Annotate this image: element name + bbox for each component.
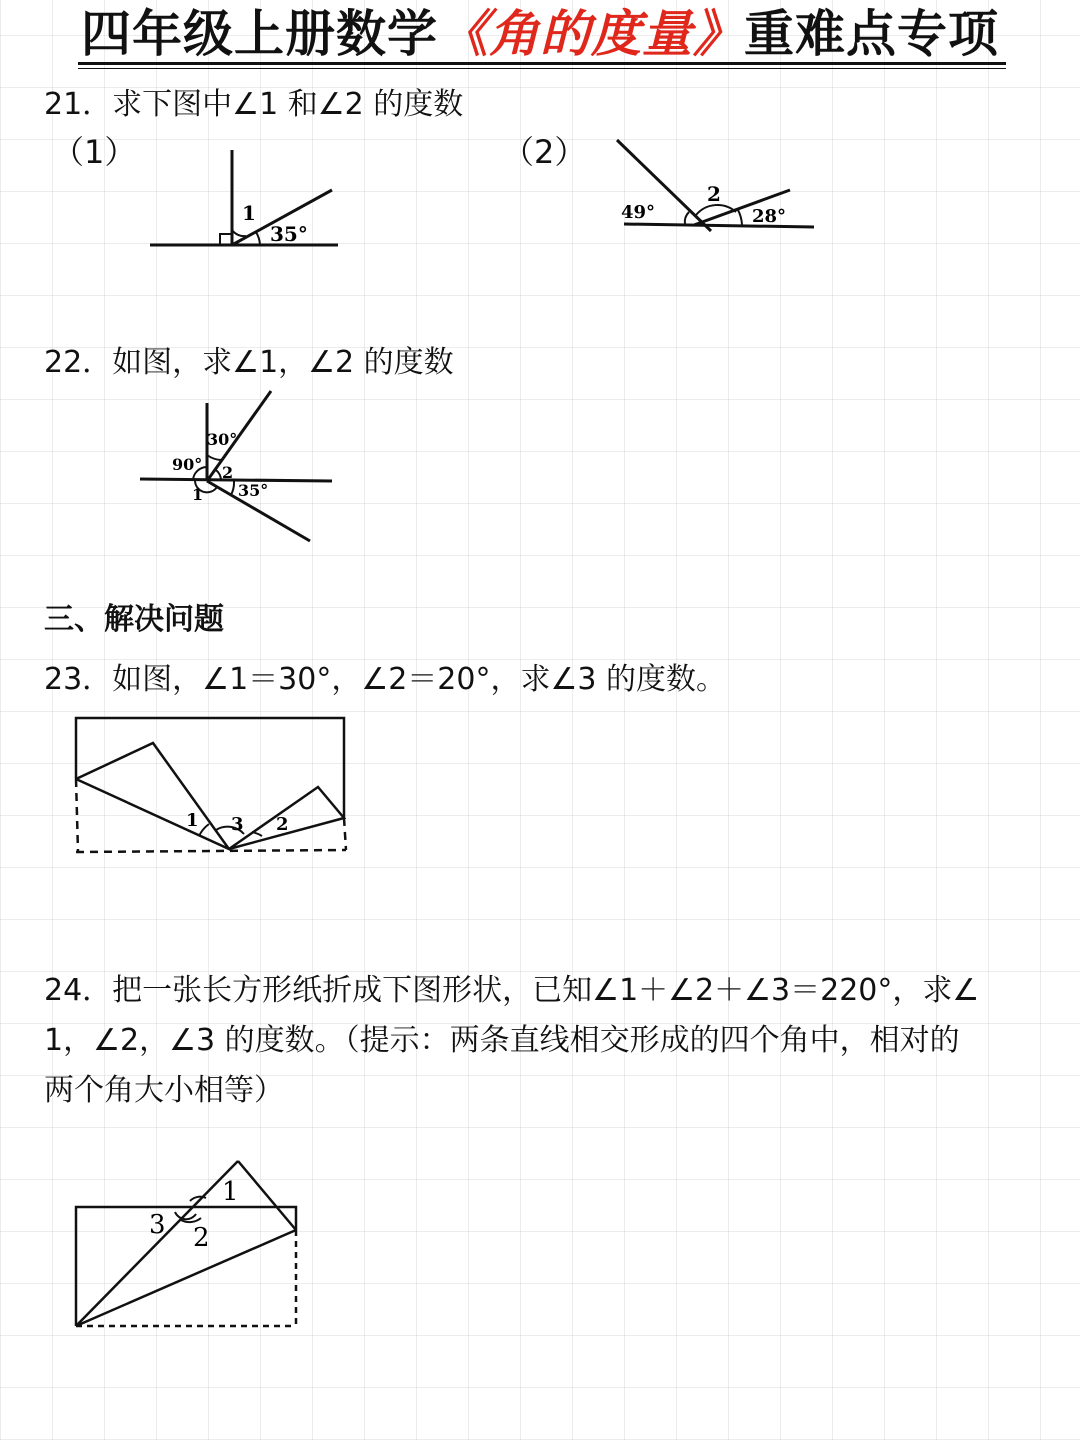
title-suffix: 重难点专项	[744, 5, 999, 63]
fig22-label-35: 35°	[238, 481, 269, 500]
question-24-line1: 24．把一张长方形纸折成下图形状，已知∠1＋∠2＋∠3＝220°，求∠	[44, 973, 980, 1008]
fig22-label-2: 2	[222, 463, 234, 482]
fig21-2-left-label: 49°	[621, 202, 656, 223]
fig24-fold-edge	[238, 1161, 296, 1230]
title-prefix: 四年级上册数学	[81, 5, 438, 63]
question-21-text: 21．求下图中∠1 和∠2 的度数	[44, 87, 464, 122]
fig24-label-2: 2	[193, 1223, 210, 1253]
question-24-line2: 1，∠2，∠3 的度数。（提示：两条直线相交形成的四个角中，相对的	[44, 1023, 960, 1058]
fig23-label-2: 2	[276, 814, 289, 835]
fig24-diagonal-upper	[76, 1161, 238, 1326]
fig24-rect-solid	[76, 1207, 296, 1326]
fig24-label-3: 3	[149, 1210, 166, 1240]
question-21-sub2: （2）	[502, 133, 587, 171]
question-23-text: 23．如图，∠1＝30°，∠2＝20°，求∠3 的度数。	[44, 662, 727, 697]
fig22-label-90: 90°	[172, 455, 203, 474]
question-24-line3: 两个角大小相等）	[44, 1073, 284, 1108]
fig24-label-1: 1	[222, 1177, 239, 1207]
fig24-diagonal-lower	[76, 1230, 296, 1326]
question-21-sub1: （1）	[52, 133, 137, 171]
fig22-label-30: 30°	[207, 430, 238, 449]
fig21-1-angle-label: 1	[242, 201, 256, 225]
fig23-label-1: 1	[186, 810, 199, 831]
fig21-2-angle-label: 2	[707, 182, 721, 206]
title-accent: 《角的度量》	[438, 5, 744, 63]
fig22-label-1: 1	[192, 485, 204, 504]
question-22-text: 22．如图，求∠1，∠2 的度数	[44, 345, 454, 380]
section-3-heading: 三、解决问题	[44, 602, 224, 637]
fig23-label-3: 3	[231, 814, 244, 835]
fig21-2-right-label: 28°	[752, 206, 787, 227]
fig21-1-deg-label: 35°	[270, 222, 308, 246]
